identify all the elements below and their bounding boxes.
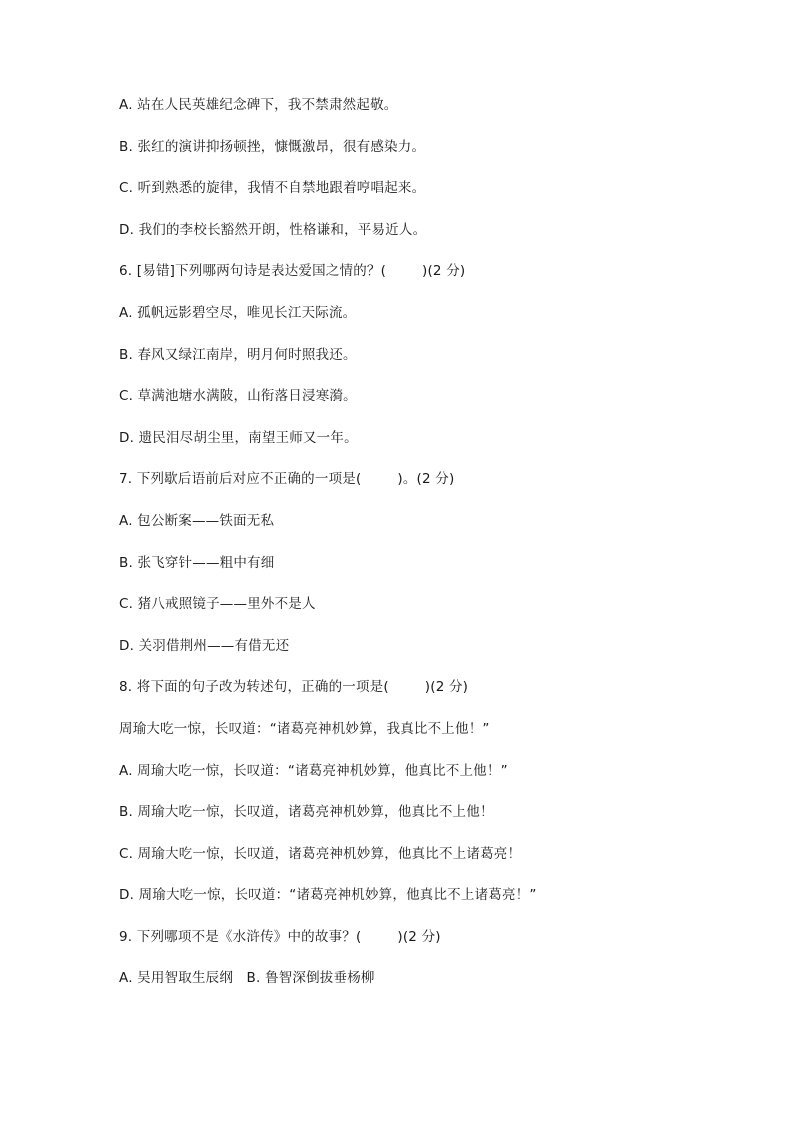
option-8c: C. 周瑜大吃一惊，长叹道，诸葛亮神机妙算，他真比不上诸葛亮！ [119,845,522,862]
question-6-stem: 6. [易错]下列哪两句诗是表达爱国之情的？( )(2 分) [119,263,466,280]
option-5d: D. 我们的李校长豁然开朗，性格谦和，平易近人。 [119,221,427,238]
option-8d: D. 周瑜大吃一惊，长叹道：“诸葛亮神机妙算，他真比不上诸葛亮！” [119,887,537,904]
option-6d: D. 遗民泪尽胡尘里，南望王师又一年。 [119,429,358,446]
option-6b: B. 春风又绿江南岸，明月何时照我还。 [119,346,357,363]
option-5b: B. 张红的演讲抑扬顿挫，慷慨激昂，很有感染力。 [119,138,426,155]
option-5c: C. 听到熟悉的旋律，我情不自禁地跟着哼唱起来。 [119,180,426,197]
option-8a: A. 周瑜大吃一惊，长叹道：“诸葛亮神机妙算，他真比不上他！” [119,762,508,779]
question-content [119,95,719,1010]
option-7d: D. 关羽借荆州——有借无还 [119,637,290,654]
question-8-stem: 8. 将下面的句子改为转述句，正确的一项是( )(2 分) [119,679,469,696]
option-8b: B. 周瑜大吃一惊，长叹道，诸葛亮神机妙算，他真比不上他！ [119,804,494,821]
option-5a: A. 站在人民英雄纪念碑下，我不禁肃然起敬。 [119,97,398,113]
question-8-sentence: 周瑜大吃一惊，长叹道：“诸葛亮神机妙算，我真比不上他！” [119,720,490,737]
option-9ab: A. 吴用智取生辰纲 B. 鲁智深倒拔垂杨柳 [119,970,375,987]
question-7-stem: 7. 下列歇后语前后对应不正确的一项是( )。(2 分) [119,471,455,488]
option-6a: A. 孤帆远影碧空尽，唯见长江天际流。 [119,304,357,321]
question-9-stem: 9. 下列哪项不是《水浒传》中的故事？( )(2 分) [119,928,441,945]
option-7b: B. 张飞穿针——粗中有细 [119,554,275,571]
option-7c: C. 猪八戒照镜子——里外不是人 [119,596,316,613]
option-6c: C. 草满池塘水满陂，山衔落日浸寒漪。 [119,388,357,405]
option-7a: A. 包公断案——铁面无私 [119,512,275,529]
